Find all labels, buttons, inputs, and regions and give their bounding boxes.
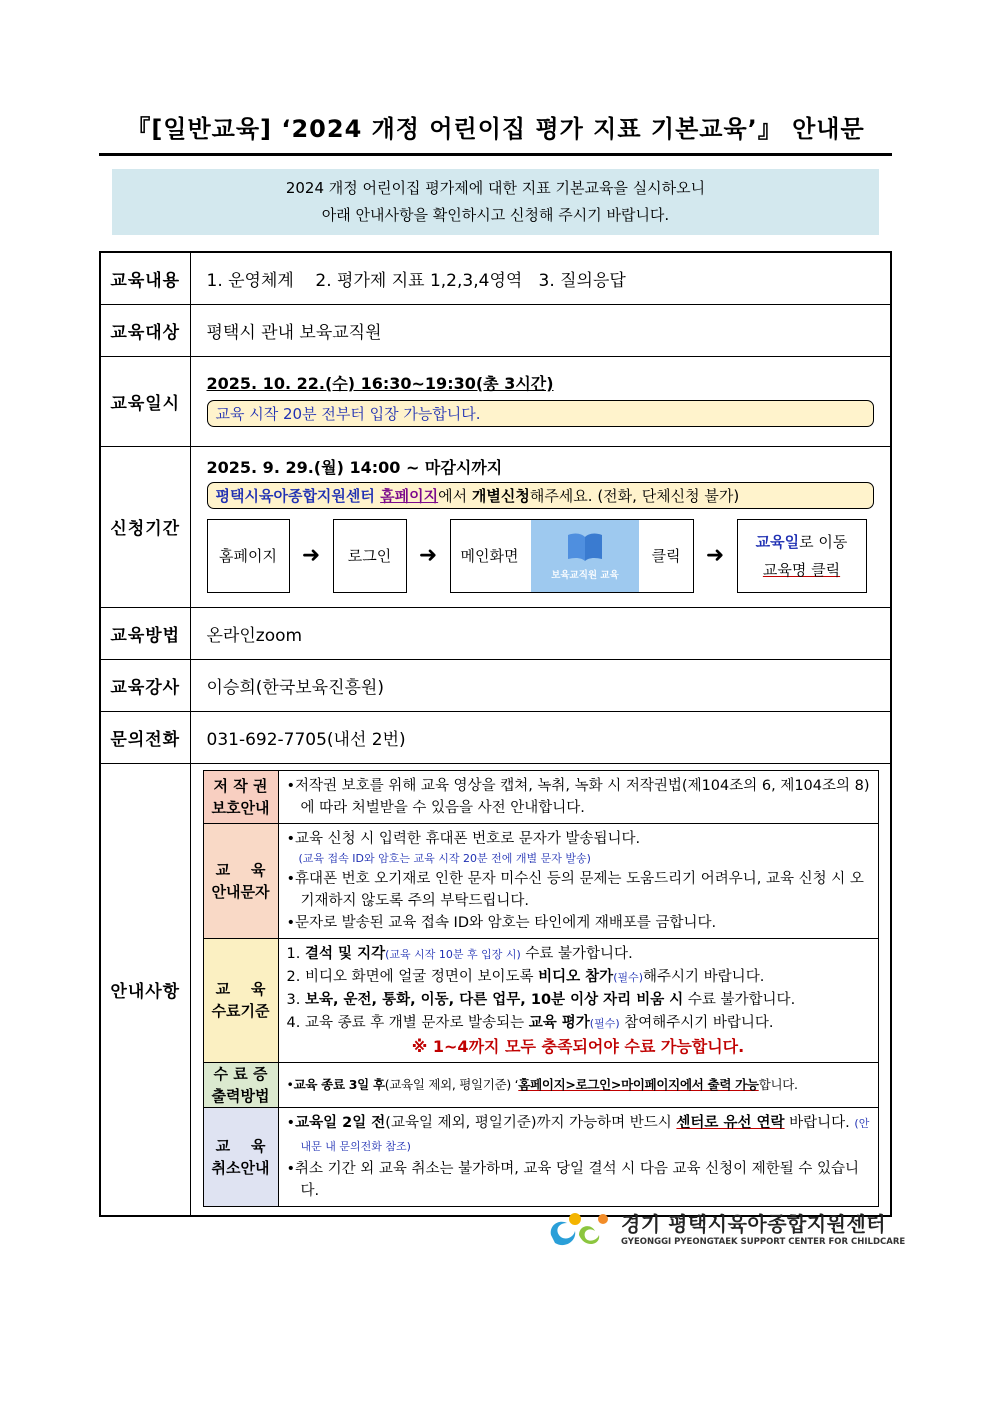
completion-item-2: 2. 비디오 화면에 얼굴 정면이 보이도록 비디오 참가(필수)해주시기 바랍니다. [286, 968, 765, 985]
copyright-text: •저작권 보호를 위해 교육 영상을 캡쳐, 녹취, 녹화 시 저작권법(제104조의 6, 제104조의 8)에 따라 처벌받을 수 있음을 사전 안내합니다. [278, 770, 878, 823]
cancel-label-1: 교 육 [215, 1136, 266, 1155]
page-title [99, 100, 892, 156]
page-title-text: 『[일반교육] ‘2024 개정 어린이집 평가 지표 기본교육’』 안내문 [126, 115, 865, 143]
completion-item-4: 4. 교육 종료 후 개별 문자로 발송되는 교육 평가(필수) 참여해주시기 바랍니다. [286, 1014, 774, 1031]
row-apply [100, 446, 891, 607]
childcare-education-banner [531, 520, 639, 592]
intro-line-2: 아래 안내사항을 확인하시고 신청해 주시기 바랍니다. [321, 206, 670, 224]
footer-name: 경기 평택시육아종합지원센터 [621, 1211, 887, 1236]
flow-step-login: 로그인 [333, 519, 407, 593]
value-lecturer: 이승희(한국보육진흥원) [190, 659, 891, 711]
label-datetime: 교육일시 [100, 356, 190, 446]
flow-step4-b: 로 이동 [799, 532, 848, 551]
label-method: 교육방법 [100, 607, 190, 659]
flow-step-homepage: 홈페이지 [207, 519, 290, 593]
intro-banner [112, 169, 879, 235]
row-datetime [100, 356, 891, 446]
completion-item-1: 1. 결석 및 지각(교육 시작 10분 후 입장 시) 수료 불가합니다. [286, 945, 633, 962]
cancel-bullet-2: •취소 기간 외 교육 취소는 불가하며, 교육 당일 결석 시 다음 교육 신청이 제한될 수 있습니다. [286, 1160, 860, 1199]
apply-note-rest: 해주세요. (전화, 단체신청 불가) [529, 486, 740, 505]
label-contact: 문의전화 [100, 711, 190, 763]
row-lecturer [100, 659, 891, 711]
apply-flow [207, 519, 875, 593]
label-guide: 안내사항 [100, 763, 190, 1216]
info-table [99, 251, 892, 1217]
apply-note-center: 평택시육아종합지원센터 [215, 486, 375, 505]
apply-note-mid: 에서 [438, 486, 472, 505]
datetime-note: 교육 시작 20분 전부터 입장 가능합니다. [207, 400, 875, 427]
footer-sub: GYEONGGI PYEONGTAEK SUPPORT CENTER FOR CHILDCARE [621, 1236, 906, 1247]
row-content [100, 252, 891, 304]
banner-label: 보육교직원 교육 [551, 569, 619, 581]
apply-note [207, 482, 875, 509]
certificate-label-2: 출력방법 [211, 1086, 270, 1105]
completion-item-3: 3. 보육, 운전, 통화, 이동, 다른 업무, 10분 이상 자리 비움 시 수료 불가합니다. [286, 991, 796, 1008]
apply-note-indiv: 개별신청 [471, 486, 530, 505]
guide-certificate [203, 1062, 878, 1107]
sms-bullet-1: •교육 신청 시 입력한 휴대폰 번호로 문자가 발송됩니다. [286, 830, 641, 847]
sms-bullet-2: •휴대폰 번호 오기재로 인한 문자 미수신 등의 문제는 도움드리기 어려우니, 교육 신청 시 오기재하지 않도록 주의 부탁드립니다. [286, 870, 864, 909]
guide-sms [203, 823, 878, 938]
certificate-text: •교육 종료 3일 후(교육일 제외, 평일기준) ‘홈페이지>로그인>마이페이지에서 출력 가능합니다. [278, 1062, 878, 1107]
intro-line-1: 2024 개정 어린이집 평가제에 대한 지표 기본교육을 실시하오니 [285, 179, 706, 197]
copyright-label-2: 보호안내 [211, 798, 270, 817]
apply-note-home: 홈페이지 [380, 486, 439, 505]
book-icon [566, 531, 604, 563]
flow-step-education [737, 519, 867, 593]
flow-step-click: 클릭 [651, 547, 681, 565]
flow-arrow-icon: ➜ [301, 543, 321, 568]
sms-bullet-1-note: (교육 접속 ID와 암호는 교육 시작 20분 전에 개별 문자 발송) [298, 851, 591, 865]
guide-table [203, 770, 879, 1207]
sms-label-2: 안내문자 [211, 882, 270, 901]
certificate-label-1: 수 료 증 [213, 1064, 268, 1083]
flow-step-main-label: 메인화면 [460, 547, 519, 565]
footer-logo [545, 1203, 905, 1251]
guide-cancel [203, 1107, 878, 1206]
flow-arrow-icon: ➜ [705, 543, 725, 568]
sms-label-1: 교 육 [215, 860, 266, 879]
label-content: 교육내용 [100, 252, 190, 304]
value-content: 1. 운영체계 2. 평가제 지표 1,2,3,4영역 3. 질의응답 [190, 252, 891, 304]
value-method: 온라인zoom [190, 607, 891, 659]
cancel-bullet-1: •교육일 2일 전(교육일 제외, 평일기준)까지 가능하며 반드시 센터로 유선 연락 바랍니다. (안내문 내 문의전화 참조) [286, 1114, 870, 1153]
flow-step4-c: 교육명 클릭 [762, 560, 841, 579]
flow-step4-a: 교육일 [755, 532, 800, 551]
guide-completion [203, 938, 878, 1062]
copyright-label-1: 저 작 권 [213, 776, 268, 795]
value-target: 평택시 관내 보육교직원 [190, 304, 891, 356]
center-logo-icon [545, 1205, 615, 1249]
row-contact [100, 711, 891, 763]
completion-label-1: 교 육 [215, 980, 266, 998]
row-target [100, 304, 891, 356]
cancel-label-2: 취소안내 [211, 1158, 270, 1177]
apply-period: 2025. 9. 29.(월) 14:00 ~ 마감시까지 [206, 457, 503, 477]
value-contact: 031-692-7705(내선 2번) [190, 711, 891, 763]
sms-bullet-3: •문자로 발송된 교육 접속 ID와 암호는 타인에게 재배포를 금합니다. [286, 914, 717, 931]
label-target: 교육대상 [100, 304, 190, 356]
completion-notice: ※ 1~4까지 모두 충족되어야 수료 가능합니다. [411, 1036, 745, 1056]
completion-label-2: 수료기준 [211, 1002, 270, 1020]
value-datetime: 2025. 10. 22.(수) 16:30~19:30(총 3시간) [206, 374, 554, 393]
flow-arrow-icon: ➜ [418, 543, 438, 568]
guide-copyright [203, 770, 878, 823]
row-guide [100, 763, 891, 1216]
label-apply: 신청기간 [100, 446, 190, 607]
flow-step-main [450, 519, 694, 593]
row-method [100, 607, 891, 659]
label-lecturer: 교육강사 [100, 659, 190, 711]
